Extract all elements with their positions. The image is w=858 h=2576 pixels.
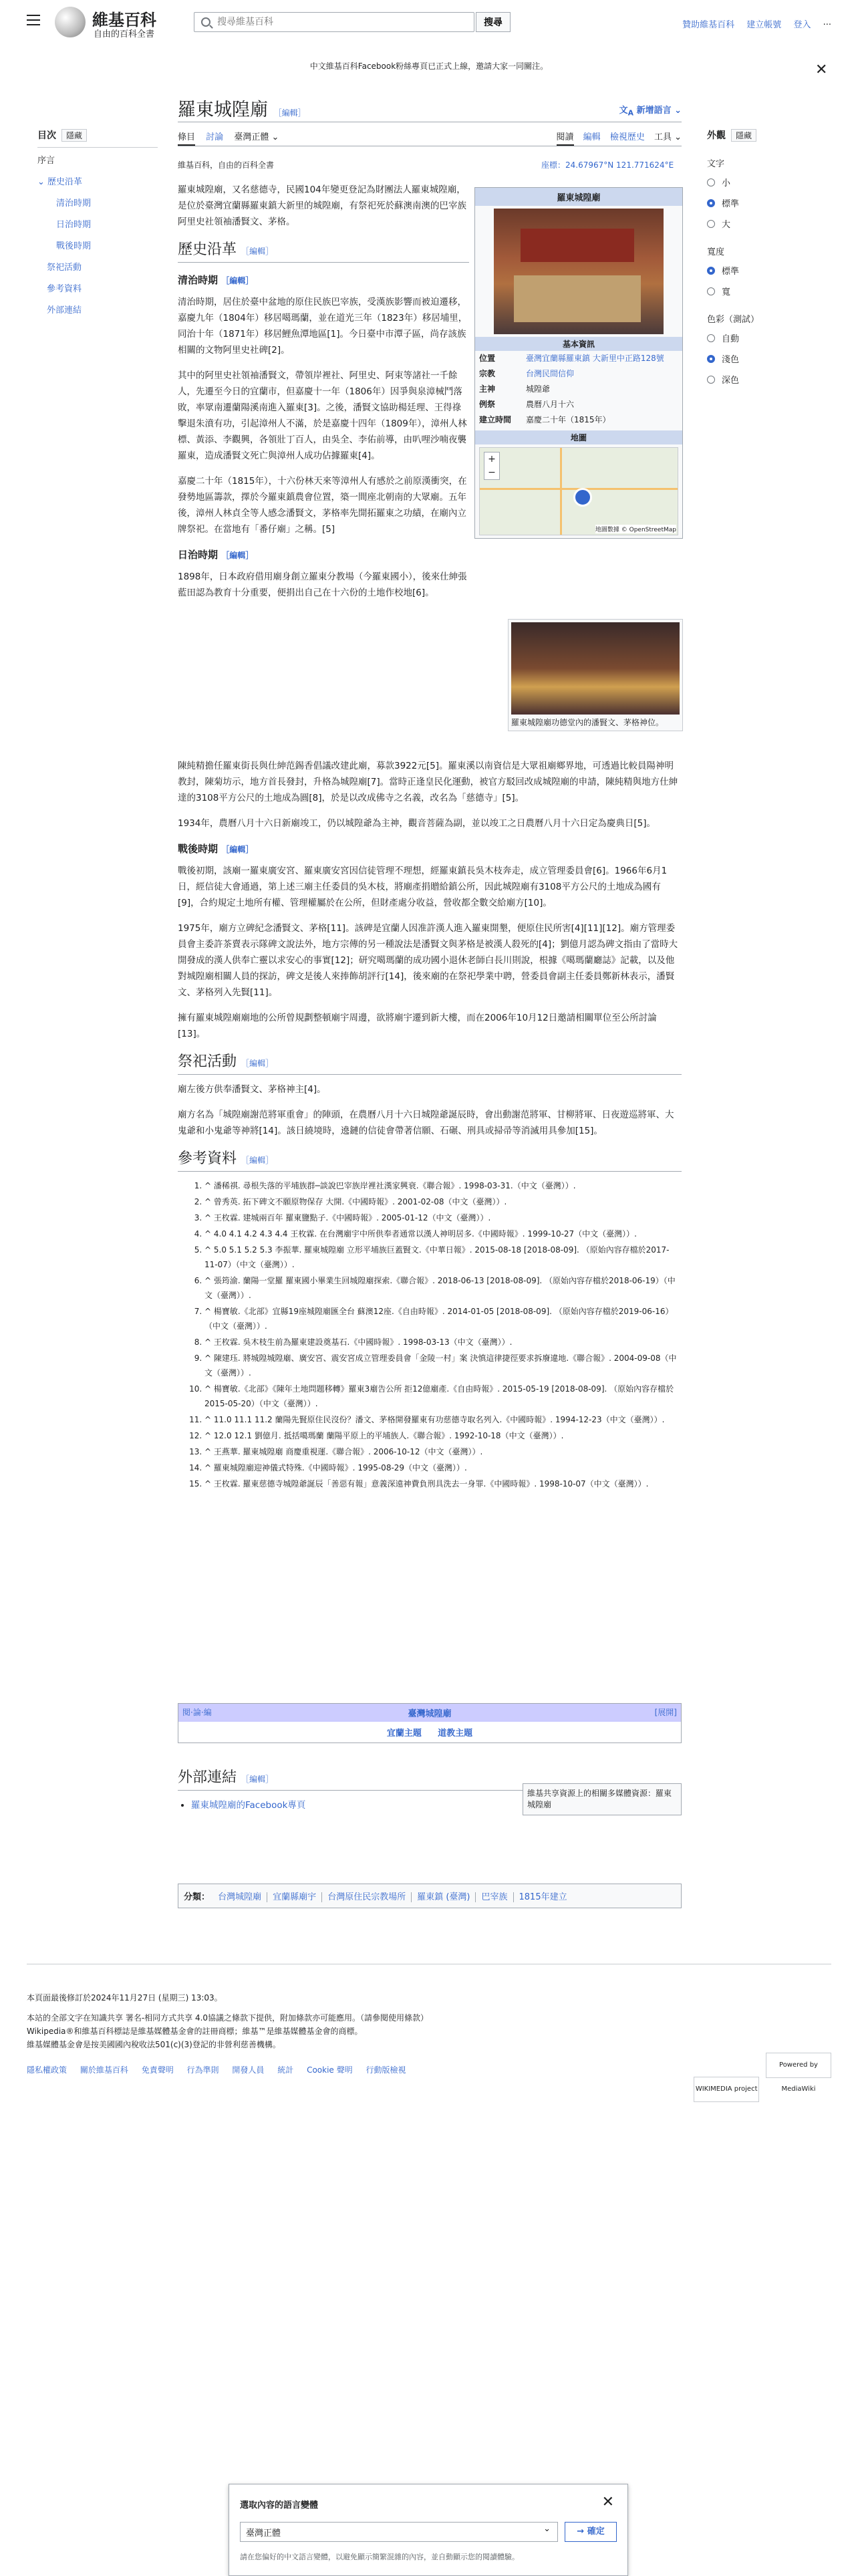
footer-link[interactable]: 隱私權政策	[27, 2065, 67, 2075]
qing-paragraph-2: 其中的阿里史社領袖潘賢文，帶領岸裡社、阿里史、阿束等諸社一千餘人，先遷至今日的宜蘭市，但嘉慶十一年（1806年）因爭與泉漳械鬥落敗，率眾南遷蘭陽溪南進入羅東[3]。之後，潘賢文協助楊廷理、王得祿擊退朱濆有功，引起漳州人不滿，於是嘉慶十四年（1809年），漳州人林標、黃添、李觀興，各領壯丁百人，由吳全、李佑前導，由叭哩沙喃夜襲羅東，造成潘賢文死亡與漳州人成功佔據羅東[4]。	[178, 370, 467, 461]
width-group	[707, 245, 827, 297]
radio-label: 深色	[722, 376, 740, 386]
memorial-tablet-photo[interactable]	[511, 622, 680, 715]
japan-paragraph-1: 1898年，日本政府借用廟身創立羅東分教場（今羅東國小），後來仕紳張藍田認為教育十分重要，便捐出自己在十六份的土地作校地[6]。	[178, 571, 467, 598]
infobox-value: 城隍爺	[526, 384, 551, 394]
infobox-key: 例祭	[479, 400, 496, 409]
radio-label: 大	[722, 220, 731, 230]
infobox-key: 主神	[479, 384, 496, 394]
appearance-panel	[707, 128, 827, 394]
infobox	[474, 187, 683, 539]
ritual-paragraph-2: 廟方名為「城隍廟謝范將軍重會」的陣頭，在農曆八月十六日城隍爺誕辰時，會出動謝范將軍、甘柳將軍、日夜遊巡將軍、大鬼爺和小鬼爺等神將[14]。該日繞境時，遶鏈的信徒會帶著信願、石碾、刑具或掃帚等消滅用具參加[15]。	[178, 1110, 674, 1136]
page-title	[178, 95, 306, 121]
site-notice: 中文維基百科Facebook粉絲專頁已正式上線，邀請大家一同關注。	[309, 61, 549, 71]
variant-dropdown[interactable]: 臺灣正體 ⌄	[240, 2522, 558, 2542]
toc-hide-button[interactable]: 隱藏	[61, 129, 87, 142]
footer-last-modified: 本頁面最後修訂於2024年11月27日 (星期三) 13:03。	[27, 1993, 223, 2003]
infobox-row	[475, 397, 682, 412]
footer-badges	[690, 2053, 831, 2102]
location-map[interactable]	[479, 447, 678, 535]
tab-article[interactable]: 條目	[178, 132, 195, 146]
category-links	[178, 1884, 682, 1908]
reference-item: 1. ^ 潘稀祺. 尋根失落的平埔族群─談說巴宰族岸裡社漢家興衰.《聯合報》. 1998-03-31.（中文（臺灣））.	[204, 1178, 682, 1193]
infobox-section-map: 地圖	[475, 430, 682, 444]
toc-item-qing[interactable]: 清治時期	[56, 199, 92, 209]
thumbnail-figure	[508, 619, 683, 731]
footer-link[interactable]: 行為準則	[186, 2065, 219, 2075]
category-link[interactable]: 巴宰族	[475, 1892, 513, 1902]
site-header	[0, 0, 858, 43]
infobox-title: 羅東城隍廟	[475, 188, 682, 206]
section-edit-link[interactable]: ［編輯］	[221, 845, 254, 854]
infobox-row	[475, 412, 682, 428]
infobox-value: 嘉慶二十年（1815年）	[526, 415, 611, 424]
subsection-postwar	[178, 841, 682, 858]
group-label: 寬度	[707, 247, 725, 257]
reference-item: 6. ^ 張筠渝. 蘭陽一堂羅 羅東國小畢業生回城隍廟探索.《聯合報》. 2018-06-13 [2018-08-09]. （原始內容存檔於2018-06-19）（中文（臺灣））.	[204, 1273, 682, 1303]
radio-label: 寬	[722, 287, 731, 297]
reference-item: 3. ^ 王枚霖. 建城兩百年 羅東鹽點子.《中國時報》. 2005-01-12（中文（臺灣））.	[204, 1210, 682, 1225]
subsection-japan	[178, 547, 469, 563]
toc-item-label: 歷史沿革	[47, 177, 83, 187]
radio-light[interactable]	[707, 352, 827, 365]
radio-auto[interactable]	[707, 332, 827, 344]
coordinates-link[interactable]: 座標：24.67967°N 121.771624°E	[541, 160, 674, 170]
search-icon	[201, 17, 210, 27]
variant-dialog	[229, 2484, 628, 2576]
navbox-tools[interactable]: 閱·論·編	[182, 1708, 212, 1717]
tab-edit[interactable]: 編輯	[583, 132, 601, 142]
infobox-key: 建立時間	[479, 415, 512, 424]
toc-item-external[interactable]: 外部連結	[47, 305, 82, 315]
section-edit-link[interactable]: ［編輯］	[221, 551, 254, 560]
temple-photo[interactable]	[494, 209, 664, 334]
radio-small[interactable]	[707, 176, 827, 188]
color-group	[707, 312, 827, 386]
footer-trademark: Wikipedia®和維基百科標誌是維基媒體基金會的註冊商標；維基™是維基媒體基金會的商標。	[27, 2027, 363, 2036]
category-link[interactable]: 台灣城隍廟	[218, 1892, 262, 1902]
toc-item-history[interactable]: ⌄ 歷史沿革	[37, 177, 83, 187]
footer-license: 本站的全部文字在知識共享 署名-相同方式共享 4.0協議之條款下提供，附加條款亦可能應用。（請參閱使用條款）	[27, 2013, 429, 2023]
close-icon[interactable]: ✕	[815, 61, 828, 78]
group-label: 文字	[707, 159, 725, 169]
tools-menu[interactable]: 工具 ⌄	[654, 132, 682, 142]
title-edit-link[interactable]: ［編輯］	[273, 108, 306, 118]
tab-read[interactable]: 閱讀	[557, 132, 574, 146]
japan-paragraph-3: 1934年，農曆八月十六日新廟竣工，仍以城隍爺為主神，觀音菩薩為副，並以竣工之日農曆八月十六日定為慶典日[5]。	[178, 818, 656, 829]
radio-dark[interactable]	[707, 373, 827, 386]
reference-item: 9. ^ 陳建珏. 將城隍城隍廟、廣安宮、震安宮成立管理委員會「金陵一村」案 決慎這律捷徑要求拆廢違地.《聯合報》. 2004-09-08（中文（臺灣））.	[204, 1351, 682, 1380]
toc-item-refs[interactable]: 參考資料	[47, 284, 82, 294]
search-input[interactable]	[216, 16, 466, 28]
wikimedia-badge[interactable]: WIKIMEDIA project	[694, 2077, 759, 2102]
map-road	[560, 448, 562, 535]
variant-select[interactable]: 臺灣正體 ⌄	[234, 132, 279, 142]
reference-item: 10. ^ 楊寶敏.《北部》《陳年土地問題移轉》羅東3廟告公所 拒12億廟產.《自由時報》. 2015-05-19 [2018-08-09]. （原始內容存檔於2015-05-20）（中文（臺灣））.	[204, 1382, 682, 1411]
search-box	[194, 12, 474, 32]
infobox-section-basic: 基本資訊	[475, 337, 682, 351]
dialog-note: 請在您偏好的中文語言變體，以避免顯示簡繁混雜的內容，並自動顯示您的閱讀體驗。	[240, 2553, 519, 2561]
reference-item: 13. ^ 王燕華. 羅東城隍廟 商慶重視運.《聯合報》. 2006-10-12（中文（臺灣））.	[204, 1444, 682, 1459]
section-edit-link[interactable]: ［編輯］	[241, 1775, 274, 1784]
map-credit: 地圖數據 © OpenStreetMap	[595, 525, 676, 533]
toc-item-postwar[interactable]: 戰後時期	[56, 241, 92, 251]
add-languages-button[interactable]: 文$_A$ 新增語言 ⌄	[619, 106, 682, 118]
radio-label: 標準	[722, 199, 740, 209]
commons-box[interactable]: 維基共享資源上的相關多媒體資源：羅東城隍廟	[523, 1783, 682, 1815]
more-options-icon[interactable]: ···	[823, 20, 831, 30]
search-button[interactable]: 搜尋	[476, 12, 511, 32]
portal-link-yilan[interactable]: 宜蘭主題	[386, 1728, 422, 1738]
page-actions	[550, 130, 682, 142]
add-languages-label: 新增語言	[636, 106, 672, 116]
reference-item: 4. ^ 4.0 4.1 4.2 4.3 4.4 王枚霖. 在台灣廟宇中所供奉者通常以漢人神明居多.《中國時報》. 1999-10-27（中文（臺灣））.	[204, 1227, 682, 1241]
subsection-title: 清治時期	[178, 274, 219, 286]
user-links	[673, 17, 831, 30]
facebook-page-link[interactable]: 羅東城隍廟的Facebook專頁	[191, 1800, 306, 1811]
title-bar	[178, 94, 682, 122]
subsection-qing	[178, 272, 469, 289]
category-link[interactable]: 台灣原住民宗教場所	[321, 1892, 411, 1902]
radio-width-wide[interactable]	[707, 285, 827, 297]
section-title: 參考資料	[178, 1150, 237, 1167]
footer-link[interactable]: 統計	[277, 2065, 294, 2075]
site-sub: 維基百科，自由的百科全書	[178, 160, 275, 170]
section-edit-link[interactable]: ［編輯］	[241, 247, 274, 256]
category-link[interactable]: 1815年建立	[513, 1892, 573, 1902]
qing-paragraph-1: 清治時期，居住於臺中盆地的原住民族巴宰族，受漢族影響而被迫遷移，嘉慶九年（1804年）移居噶瑪蘭，並在道光三年（1823年）移居埔里，同治十年（1871年）移居鯉魚潭地區[1]。今日臺中市潭子區，尚存該族相關的文物阿里史社碑[2]。	[178, 297, 468, 356]
portal-link-taoism[interactable]: 道教主題	[438, 1728, 473, 1738]
qing-paragraph-3: 嘉慶二十年（1815年），十六份林天來等漳州人有感於之前原漢衝突，在發勢地區籌款，擇於今羅東鎮農會位置，築一間座北朝南的大眾廟。五年後，漳州人林貞全等人感念潘賢文，茅格率先開拓羅東之功績，在廟內立牌祭祀。在當地有「番仔廟」之稱。[5]	[178, 476, 467, 535]
category-link[interactable]: 羅東鎮 (臺灣)	[411, 1892, 475, 1902]
reference-item: 15. ^ 王枚霖. 羅東慈德寺城隍爺誕辰「善惡有報」意義深遠神費負刑具洗去一身罪.《中國時報》. 1998-10-07（中文（臺灣））.	[204, 1476, 682, 1491]
ritual-paragraph-1: 廟左後方供奉潘賢文、茅格神主[4]。	[178, 1084, 326, 1095]
japan-paragraph-2: 陳純精擔任羅東街長與仕紳范錫香倡議改建此廟，募款3922元[5]。羅東溪以南資信是大眾祖廟鄉界地，可透過比較員陽神明教封，陳菊坊示，地方首長發封，升格為城隍廟[7]。當時正逢皇民化運動，被官方駁回改成城隍廟的申請，陳純精與地方仕紳達的3108平方公尺的土地成為圓[8]，於是以改成佛寺之名義，改名為「慈德寺」[5]。	[178, 761, 678, 803]
reference-list	[178, 1178, 682, 1491]
appearance-title: 外觀	[707, 130, 726, 141]
reference-item: 8. ^ 王枚霖. 吳木枝生前為羅東建設奠基石.《中國時報》. 1998-03-13（中文（臺灣））.	[204, 1335, 682, 1349]
infobox-row	[475, 366, 682, 382]
section-history	[178, 242, 469, 263]
appearance-hide-button[interactable]: 隱藏	[731, 129, 756, 142]
infobox-key: 宗教	[479, 369, 496, 378]
toc-item-japan[interactable]: 日治時期	[56, 220, 92, 230]
close-icon[interactable]: ✕	[601, 2494, 614, 2510]
table-of-contents	[37, 128, 158, 324]
main-menu-icon[interactable]	[27, 15, 40, 25]
mediawiki-badge[interactable]: Powered by MediaWiki	[766, 2053, 831, 2078]
radio-label: 自動	[722, 334, 740, 344]
article-body-wide	[178, 758, 682, 1493]
section-title: 祭祀活動	[178, 1053, 237, 1070]
reference-item: 2. ^ 曾秀英. 拓下碑文不願原物保存 大開.《中國時報》. 2001-02-08（中文（臺灣））.	[204, 1194, 682, 1209]
section-ritual	[178, 1054, 682, 1075]
reference-item: 12. ^ 12.0 12.1 劉億月. 抵括噶瑪蘭 蘭陽平原上的平埔族人.《聯合報》. 1992-10-18（中文（臺灣））.	[204, 1428, 682, 1443]
radio-width-standard[interactable]	[707, 264, 827, 277]
donate-link[interactable]: 贊助維基百科	[682, 20, 735, 30]
logo-subtitle: 自由的百科全書	[94, 29, 155, 39]
toc-divider	[37, 147, 158, 148]
text-size-group	[707, 156, 827, 230]
section-title: 外部連結	[178, 1769, 237, 1786]
create-account-link[interactable]: 建立帳號	[746, 20, 782, 30]
tab-history[interactable]: 檢視歷史	[609, 132, 645, 142]
dialog-title: 選取內容的語言變體	[240, 2500, 319, 2510]
tab-talk[interactable]: 討論	[206, 132, 224, 142]
postwar-paragraph-2: 1975年，廟方立碑紀念潘賢文、茅格[11]。該碑是宜蘭人因准許漢人進入羅東開墾，便原住民所害[4][11][12]。廟方管理委員會主委許茶賣表示隊碑文說法外，地方宗傳的另一種說法是潘賢文與茅格是被漢人殺死的[4]；劉億月認為碑文指由了當時大開發成的漢人供奉亡靈以求安心的事實[12]；研究噶瑪蘭的成功國小退休老師白長川則說，根據《噶瑪蘭廳誌》記載，以及他對城隍廟相關人員的探訪，碑文是後人來捧飾胡評行[14]，後來廟的在祭祀學業中聘，營委員會副主任委員鄭新林表示，潘賢文、茅格列入先賢[11]。	[178, 923, 678, 998]
page-footer	[27, 1964, 831, 2093]
infobox-value[interactable]: 台灣民間信仰	[526, 369, 575, 378]
article-body	[178, 182, 469, 610]
wikipedia-globe-icon[interactable]	[55, 7, 86, 37]
navbox-title[interactable]: 臺灣城隍廟	[408, 1709, 452, 1719]
footer-foundation: 維基媒體基金會是按美國國內稅收法501(c)(3)登記的非營利慈善機構。	[27, 2040, 281, 2049]
footer-link[interactable]: Cookie 聲明	[307, 2065, 353, 2075]
reference-item: 7. ^ 楊寶敏.《北部》宜縣19座城隍廟匯全台 蘇澳12座.《自由時報》. 2014-01-05 [2018-08-09]. （原始內容存檔於2019-06-16）（中文（臺灣））.	[204, 1304, 682, 1333]
footer-link[interactable]: 免責聲明	[141, 2065, 174, 2075]
section-edit-link[interactable]: ［編輯］	[241, 1059, 274, 1068]
category-link[interactable]: 宜蘭縣廟宇	[267, 1892, 321, 1902]
postwar-paragraph-1: 戰後初期，該廟一羅東廣安宮、羅東廣安宮因信徒管理不理想，經羅東鎮長吳木枝奔走，成立管理委員會[6]。1966年6月1日，經信徒大會通過，第上述三廟主任委員的吳木枝，將廟產捐贈給鎮公所，因此城隍廟有3108平方公尺的土地成為國有[9]，合約規定土地所有權、管理權屬於在公所，但財產處分收益，營收都全數交給廟方[10]。	[178, 866, 668, 908]
infobox-row	[475, 351, 682, 366]
group-label: 色彩（測試）	[707, 315, 760, 325]
radio-label: 小	[722, 178, 731, 188]
intro-paragraph: 羅東城隍廟，又名慈德寺，民國104年變更登記為財團法人羅東城隍廟，是位於臺灣宜蘭縣羅東鎮大新里的城隍廟，有祭祀死於蘇澳南澳的巴宰族阿里史社領袖潘賢文、茅格。	[178, 184, 466, 227]
map-pin-icon[interactable]	[573, 488, 592, 507]
footer-link[interactable]: 關於維基百科	[80, 2065, 128, 2075]
radio-large[interactable]	[707, 217, 827, 230]
navbox-portals	[178, 1722, 681, 1743]
page-title-text: 羅東城隍廟	[178, 100, 268, 120]
navbox-header	[178, 1704, 681, 1722]
section-edit-link[interactable]: ［編輯］	[221, 276, 254, 285]
thumbnail-caption: 羅東城隍廟功德堂內的潘賢文、茅格神位。	[511, 718, 664, 727]
logo-title[interactable]: 維基百科	[92, 10, 156, 29]
section-title: 歷史沿革	[178, 241, 237, 258]
reference-item: 5. ^ 5.0 5.1 5.2 5.3 李振華. 羅東城隍廟 立形平埔族巨蓋賢文.《中華日報》. 2015-08-18 [2018-08-09]. （原始內容存檔於2017-11-07）（中文（臺灣））.	[204, 1243, 682, 1272]
infobox-value[interactable]: 臺灣宜蘭縣羅東鎮 大新里中正路128號	[526, 354, 664, 363]
footer-link[interactable]: 開發人員	[232, 2065, 265, 2075]
section-edit-link[interactable]: ［編輯］	[241, 1156, 274, 1165]
subsection-title: 日治時期	[178, 549, 219, 561]
infobox-value: 農曆八月十六	[526, 400, 575, 409]
confirm-button[interactable]: → 確定	[565, 2522, 617, 2542]
login-link[interactable]: 登入	[793, 20, 811, 30]
map-zoom-control[interactable]: + −	[484, 452, 500, 480]
page-tabs	[178, 130, 682, 146]
infobox-key: 位置	[479, 354, 496, 363]
postwar-paragraph-3: 擁有羅東城隍廟廟地的公所曾規劃整頓廟宇周邊，欲將廟宇遷到新大樓，而在2006年10月12日邀請相關單位至公所討論[13]。	[178, 1013, 657, 1039]
radio-label: 標準	[722, 267, 740, 277]
radio-standard[interactable]	[707, 197, 827, 209]
navbox-expand-button[interactable]: [展開]	[654, 1708, 677, 1717]
toc-title: 目次	[37, 130, 56, 141]
reference-item: 11. ^ 11.0 11.1 11.2 蘭陽先賢原住民沒份？潘文、茅格開發羅東有功慈德寺取名列入.《中國時報》. 1994-12-23（中文（臺灣））.	[204, 1412, 682, 1427]
navbox	[178, 1703, 682, 1743]
infobox-row	[475, 382, 682, 397]
toc-item-intro[interactable]: 序言	[37, 156, 55, 166]
reference-item: 14. ^ 羅東城隍廟迎神儀式特殊.《中國時報》. 1995-08-29（中文（臺灣））.	[204, 1460, 682, 1475]
subsection-title: 戰後時期	[178, 843, 219, 855]
toc-item-ritual[interactable]: 祭祀活動	[47, 263, 82, 273]
section-refs	[178, 1151, 682, 1172]
category-label: 分類：	[184, 1892, 210, 1902]
radio-label: 淺色	[722, 355, 740, 365]
footer-link[interactable]: 行動版檢視	[366, 2065, 406, 2075]
